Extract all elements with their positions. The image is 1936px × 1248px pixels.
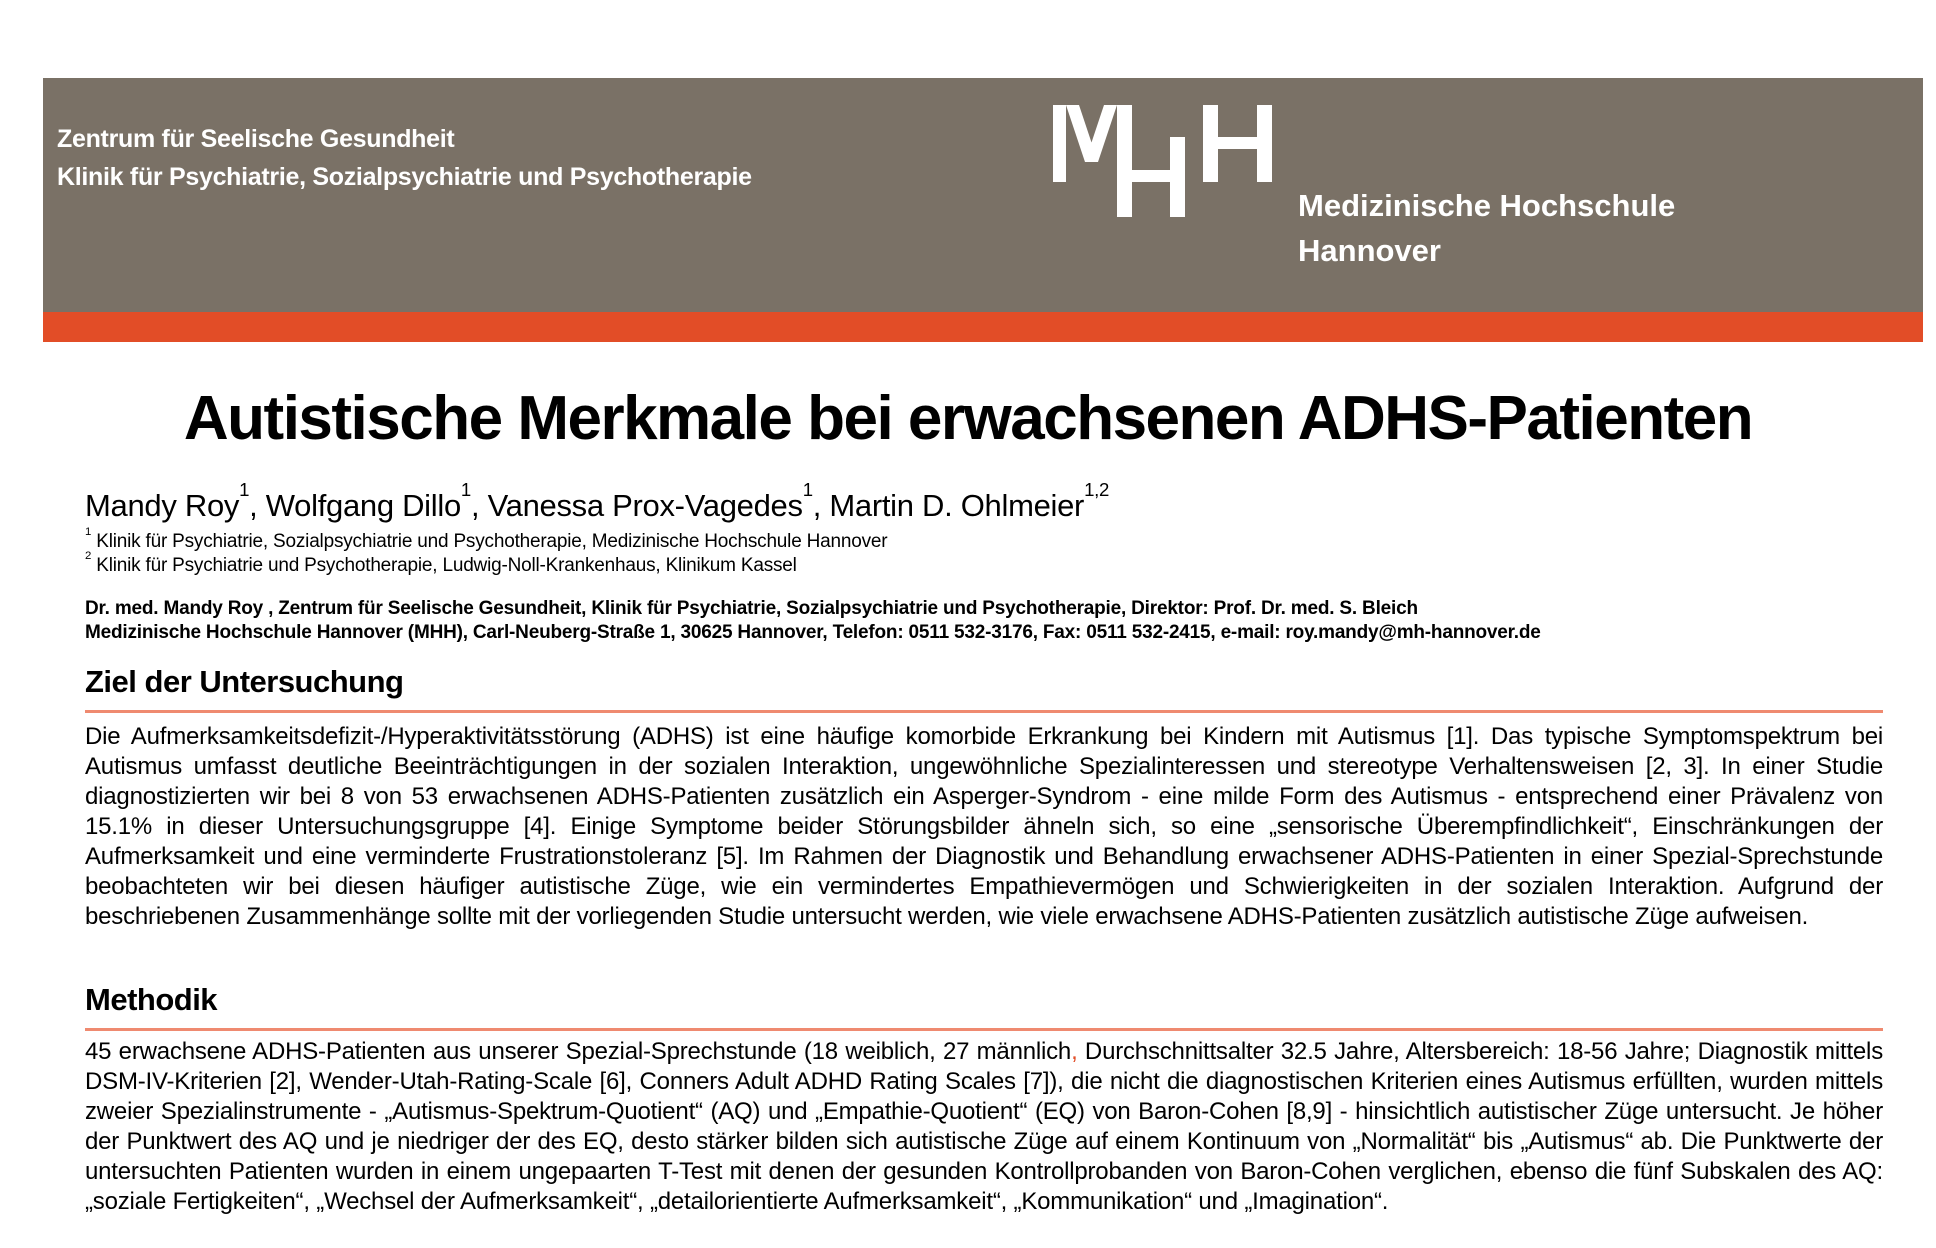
contact-line1: Dr. med. Mandy Roy , Zentrum für Seelische Gesundheit, Klinik für Psychiatrie, Sozialpsychiatrie und Psychotherapie, Direktor: Prof. Dr. med. S. Bleich [85,598,1418,619]
author-name: Vanessa Prox-Vagedes [487,488,803,523]
mhh-logo-icon [1053,105,1273,217]
affiliation-line: $^2$ Klinik für Psychiatrie und Psychotherapie, Ludwig-Noll-Krankenhaus, Klinikum Kassel [85,549,797,576]
author-name: Martin D. Ohlmeier [829,488,1085,523]
poster-title: Autistische Merkmale bei erwachsenen ADHS-Patienten [183,384,1753,453]
section-rule-ziel [85,710,1883,713]
author-affiliation-marker: 1 [802,479,813,501]
section-paragraph-methodik [85,1037,1883,1217]
org-line2: Hannover [1298,233,1441,268]
affiliations [85,525,888,578]
org-line1: Medizinische Hochschule [1298,188,1676,223]
section-heading-ziel: Ziel der Untersuchung [85,664,404,699]
department-line2: Klinik für Psychiatrie, Sozialpsychiatrie und Psychotherapie [57,163,752,191]
accent-stripe [43,312,1923,342]
author-affiliation-marker: 1,2 [1084,479,1110,501]
affiliation-marker: 1 [85,525,92,538]
contact-block [85,597,1541,645]
author-name: Mandy Roy [85,488,240,523]
author-name: Wolfgang Dillo [265,488,461,523]
methodik-red-comma: , [1071,1038,1078,1065]
section-paragraph-ziel: Die Aufmerksamkeitsdefizit-/Hyperaktivitätsstörung (ADHS) ist eine häufige komorbide Erkrankung bei Kindern mit Autismus [1]. Das typische Symptomspektrum bei Autismus umfasst deutliche Beeinträchtigungen in der sozialen Interaktion, ungewöhnliche Spezialinteressen und stereotype Verhaltensweisen [2, 3]. In einer Studie diagnostizierten wir bei 8 von 53 erwachsenen ADHS-Patienten zusätzlich ein Asperger-Syndrom - eine milde Form des Autismus - entsprechend einer Prävalenz von 15.1% in dieser Untersuchungsgruppe [4]. Einige Symptome beider Störungsbilder ähneln sich, so eine „sensorische Überempfindlichkeit“, Einschränkungen der Aufmerksamkeit und eine verminderte Frustrationstoleranz [5]. Im Rahmen der Diagnostik und Behandlung erwachsener ADHS-Patienten in einer Spezial-Sprechstunde beobachteten wir bei diesen häufiger autistische Züge, wie ein vermindertes Empathievermögen und Schwierigkeiten in der sozialen Interaktion. Aufgrund der beschriebenen Zusammenhänge sollte mit der vorliegenden Studie untersucht werden, wie viele erwachsene ADHS-Patienten zusätzlich autistische Züge aufweisen. [85,723,1883,930]
department-title [57,120,752,196]
methodik-text-after: Durchschnittsalter 32.5 Jahre, Altersbereich: 18-56 Jahre; Diagnostik mittels DSM-IV-Kriterien [2], Wender-Utah-Rating-Scale [6], Conners Adult ADHD Rating Scales [7]), die nicht die diagnostischen Kriterien eines Autismus erfüllten, wurden mittels zweier Spezialinstrumente - „Autismus-Spektrum-Quotient“ (AQ) und „Empathie-Quotient“ (EQ) von Baron-Cohen [8,9] - hinsichtlich autistischer Züge untersucht. Je höher der Punktwert des AQ und je niedriger der des EQ, desto stärker bilden sich autistische Züge auf einem Kontinuum von „Normalität“ bis „Autismus“ ab. Die Punktwerte der untersuchten Patienten wurden in einem ungepaarten T-Test mit denen der gesunden Kontrollprobanden von Baron-Cohen verglichen, ebenso die fünf Subskalen des AQ: „soziale Fertigkeiten“, „Wechsel der Aufmerksamkeit“, „detailorientierte Aufmerksamkeit“, „Kommunikation“ und „Imagination“. [85,1038,1883,1215]
methodik-text-before: 45 erwachsene ADHS-Patienten aus unserer Spezial-Sprechstunde (18 weiblich, 27 männlich [85,1038,1072,1065]
affiliation-marker: 2 [85,549,92,562]
department-line1: Zentrum für Seelische Gesundheit [57,125,455,153]
affiliation-line: $^1$ Klinik für Psychiatrie, Sozialpsychiatrie und Psychotherapie, Medizinische Hochschule Hannover [85,525,888,552]
section-heading-methodik: Methodik [85,982,218,1017]
section-rule-methodik [85,1028,1883,1031]
author-affiliation-marker: 1 [239,479,250,501]
contact-line2: Medizinische Hochschule Hannover (MHH), Carl-Neuberg-Straße 1, 30625 Hannover, Telefon: 0511 532-3176, Fax: 0511 532-2415, e-mail: roy.mandy@mh-hannover.de [85,622,1541,643]
author-affiliation-marker: 1 [460,479,471,501]
authors-line: Mandy Roy$^1$, Wolfgang Dillo$^1$, Vanessa Prox-Vagedes$^1$, Martin D. Ohlmeier$^{1,2}$ [85,479,1110,523]
org-name [1298,183,1675,273]
